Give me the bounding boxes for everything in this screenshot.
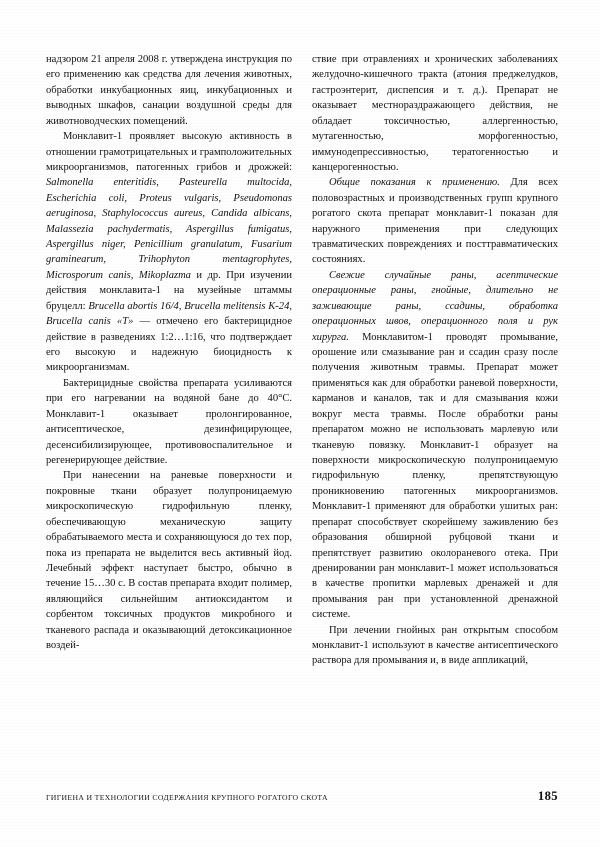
text-run: При нанесении на раневые поверхности и покровные ткани образует полупроницаемую микроскопическую гидрофильную пленку, обеспечивающую механическую защиту обрабатываемого места и сохраняющуюся до тех пор, пока из препарата не выделится весь активный йод. Лечебный эффект наступает быстро, обычно в течение 15…30 с. В состав препарата входит полимер, являющийся сильнейшим антиоксидантом и сорбентом токсичных продуктов микробного и тканевого распада и оказывающий детоксикационное воздей-: [46, 470, 292, 652]
text-body: [46, 52, 558, 774]
page-footer: [46, 789, 558, 804]
page-number: 185: [537, 789, 558, 803]
text-run: Для всех половозрастных и производственных групп крупного рогатого скота препарат монклавит-1 показан для наружного применения при следующих травматических повреждениях и посттравматических состояниях.: [312, 177, 558, 266]
paragraph: [46, 129, 292, 376]
text-run: При лечении гнойных ран открытым способом монклавит-1 используют в качестве антисептического раствора для промывания и, в виде аппликаций,: [312, 624, 558, 667]
running-head: ГИГИЕНА И ТЕХНОЛОГИИ СОДЕРЖАНИЯ КРУПНОГО РОГАТОГО СКОТА: [46, 793, 328, 802]
paragraph: [312, 268, 558, 623]
paragraph: [46, 468, 292, 653]
text-run: и др. При изучении действия монклавита-1 на музейные штаммы бруцелл:: [46, 269, 292, 312]
text-run: надзором 21 апреля 2008 г. утверждена инструкция по его применению как средства для лечения животных, обработки инкубационных яиц, инкубационных и выводных шкафов, санации воздушной среды для животноводческих помещений.: [46, 54, 292, 127]
paragraph: [312, 175, 558, 268]
paragraph: [46, 52, 292, 129]
text-run: Бактерицидные свойства препарата усиливаются при его нагревании на водяной бане до 40°С. Монклавит-1 оказывает пролонгированное, антисептическое, дезинфицирующее, десенсибилизирующее, противовоспалительное и регенерирующее действие.: [46, 377, 292, 466]
text-run: — отмечено его бактерицидное действие в разведениях 1:2…1:16, что подтверждает его высокую и надежную биоцидность к микроорганизмам.: [46, 316, 292, 374]
text-run: Монклавитом-1 проводят промывание, орошение или смазывание ран и ссадин сразу после получения животным травмы. Препарат может применяться как для обработки раневой поверхности, карманов и каналов, так и для смазывания кожи вокруг места травмы. После обработки раны препаратом можно не использовать марлевую или тканевую повязку. Монклавит-1 образует на поверхности микроскопическую полупроницаемую гидрофильную пленку, препятствующую проникновению патогенных микроорганизмов. Монклавит-1 применяют для обработки ушитых ран: препарат способствует скорейшему заживлению без образования обширной рубцовой ткани и препятствует развитию околораневого отека. При дренировании ран монклавит-1 может использоваться в качестве пропитки марлевых дренажей и для промывания ран при установленной дренажной системе.: [312, 331, 558, 621]
paragraph: [46, 376, 292, 469]
text-run: ствие при отравлениях и хронических заболеваниях желудочно-кишечного тракта (атония преджелудков, гастроэнтерит, диспепсия и т. д.). Препарат не оказывает местнораздражающего действия, не обладает токсичностью, аллергенностью, мутагенностью, морфогенностью, иммунодепрессивностью, тератогенностью и канцерогенностью.: [312, 54, 558, 173]
italic-run: Общие показания к применению.: [329, 177, 500, 189]
paragraph: [312, 623, 558, 669]
paragraph: [312, 52, 558, 175]
italic-run: Brucella abortis 16/4, Brucella melitensis K-24, Brucella canis «T»: [46, 300, 292, 328]
text-column-right: [312, 52, 558, 774]
italic-run: Salmonella enteritidis, Pasteurella multocida, Escherichia coli, Proteus vulgaris, Pseudomonas aeruginosa, Staphylococcus aureus, Candida albicans, Malassezia pachydermatis, Aspergillus fumigatus, Aspergillus niger, Penicillium granulatum, Fusarium graminearum, Trihophyton mentagrophytes, Microsporum canis, Mikoplazma: [46, 177, 292, 281]
italic-run: Свежие случайные раны, асептические операционные раны, гнойные, длительно не заживающие раны, ссадины, обработка операционных швов, операционного поля и рук хирурга.: [312, 269, 558, 343]
text-run: Монклавит-1 проявляет высокую активность в отношении грамотрицательных и грамположительных микроорганизмов, патогенных грибов и дрожжей:: [46, 131, 292, 173]
text-column-left: [46, 52, 292, 774]
